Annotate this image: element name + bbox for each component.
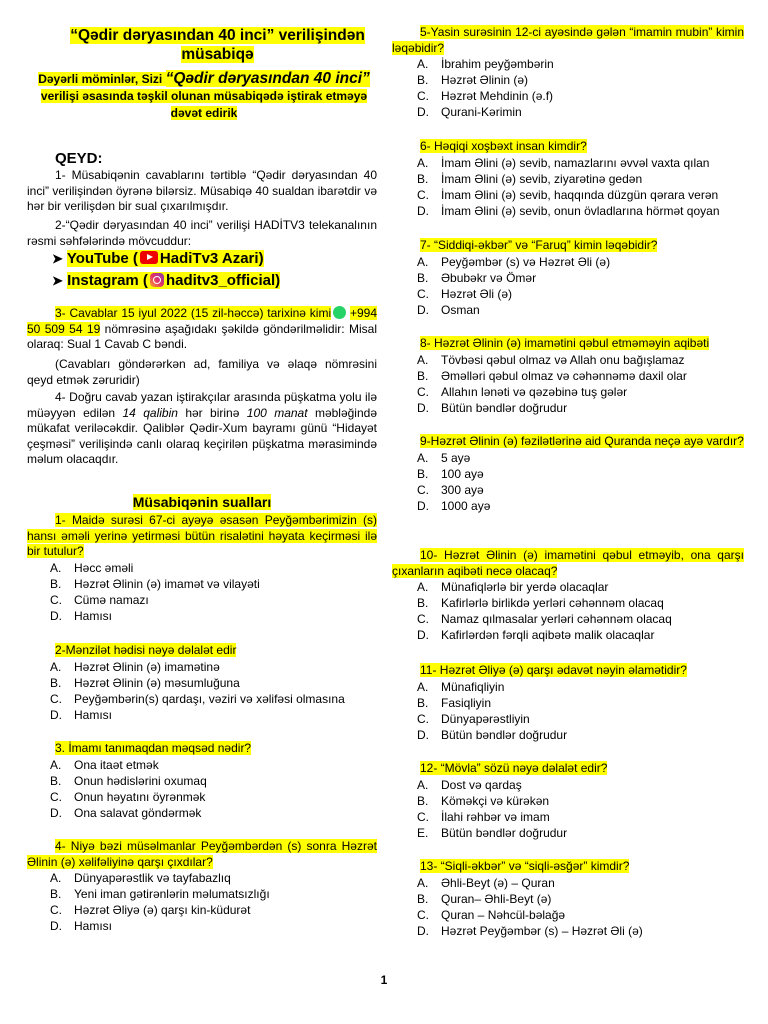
option[interactable]: D. Hamısı (50, 608, 113, 623)
option[interactable]: D. Ona salavat göndərmək (50, 805, 202, 820)
option[interactable]: B. Quran– Əhli-Beyt (ə) (417, 891, 552, 906)
question-2: 2-Mənzilət hədisi nəyə dəlalət edir A. Həzrət Əlinin (ə) imamətinə B. Həzrət Əlinin (ə) məsumluğuna C. Peyğəmbərin(s) qardaşı, vəziri və xəlifəsi olmasına D. Hamısı (27, 643, 377, 723)
option[interactable]: B. Yeni iman gətirənlərin məlumatsızlığı (50, 887, 270, 901)
option[interactable]: A. Münafiqlərlə bir yerdə olacaqlar (417, 580, 609, 594)
option[interactable]: C. Həzrət Əliyə (ə) qarşı kin-küdurət (50, 903, 251, 917)
section-title: Müsabiqənin sualları (132, 494, 272, 510)
page-number: 1 (380, 973, 388, 987)
option[interactable]: E. Bütün bəndlər doğrudur (417, 825, 568, 840)
option[interactable]: D. Həzrət Peyğəmbər (s) – Həzrət Əli (ə) (417, 923, 643, 938)
option[interactable]: B. Əbubəkr və Ömər (417, 270, 537, 285)
option[interactable]: B. Həzrət Əlinin (ə) məsumluğuna (50, 675, 240, 690)
option[interactable]: A. 5 ayə (417, 450, 471, 465)
instagram-link[interactable]: ➤ Instagram ( haditv3_official) (52, 272, 281, 289)
phone-number[interactable]: +994 50 509 54 19 (27, 306, 377, 336)
option[interactable]: C. Namaz qılmasalar yerləri cəhənnəm olacaq (417, 612, 672, 626)
option[interactable]: D. Hamısı (50, 707, 113, 722)
option[interactable]: C. 300 ayə (417, 482, 484, 497)
question-9: 9-Həzrət Əlinin (ə) fəzilətlərinə aid Quranda neçə ayə vardır? A. 5 ayə B. 100 ayə C. 300 ayə D. 1000 ayə (417, 434, 744, 513)
question-1: 1- Maidə surəsi 67-ci ayəyə əsasən Peyğəmbərimizin (s) hansı əməli yerinə yetirməsi bütün risalətini həyata keçirməsi ilə bir tutulur? A. Həcc əməli B. Həzrət Əlinin (ə) imamət və vilayəti C. Cümə namazı D. Hamısı (27, 513, 377, 623)
question-10: 10- Həzrət Əlinin (ə) imamətini qəbul etməyib, ona qarşı çıxanların aqibəti necə olacaq? A. Münafiqlərlə bir yerdə olacaqlar B. Kafirlərlə birlikdə yerləri cəhənnəm olacaq C. Namaz qılmasalar yerləri cəhənnəm olacaq D. Kafirlərdən fərqli aqibətə malik olacaqlar (392, 548, 744, 642)
question-4: 4- Niyə bəzi müsəlmanlar Peyğəmbərdən (s) sonra Həzrət Əlinin (ə) xəlifəliyinə qarşı çıxdılar? A. Dünyapərəstlik və tayfabazlıq B. Yeni iman gətirənlərin məlumatsızlığı C. Həzrət Əliyə (ə) qarşı kin-küdurət D. Hamısı (27, 839, 377, 933)
page-title: “Qədir dəryasından 40 inci” verilişindən müsabiqə (70, 27, 365, 63)
option[interactable]: B. Həzrət Əlinin (ə) (417, 73, 529, 87)
question-12: 12- “Mövla” sözü nəyə dəlalət edir? A. Dost və qardaş B. Köməkçi və kürəkən C. İlahi rəhbər və imam E. Bütün bəndlər doğrudur (392, 761, 744, 841)
option[interactable]: B. Fasiqliyin (417, 695, 492, 710)
option[interactable]: C. İlahi rəhbər və imam (417, 809, 550, 824)
option[interactable]: D. Bütün bəndlər doğrudur (417, 400, 568, 415)
option[interactable]: A. Əhli-Beyt (ə) – Quran (417, 875, 555, 890)
option[interactable]: C. Quran – Nəhcül-bəlağə (417, 907, 566, 922)
instagram-icon (150, 273, 164, 287)
note-2: 2-“Qədir dəryasından 40 inci” verilişi HADİTV3 telekanalının rəsmi səhfələrində mövcuddur: (27, 218, 377, 248)
youtube-icon (140, 251, 158, 264)
option[interactable]: B. Həzrət Əlinin (ə) imamət və vilayəti (50, 576, 260, 591)
option[interactable]: A. Tövbəsi qəbul olmaz və Allah onu bağışlamaz (417, 352, 685, 367)
option[interactable]: D. Hamısı (50, 919, 113, 933)
option[interactable]: C. Allahın lənəti və qəzəbinə tuş gələr (417, 384, 628, 399)
option[interactable]: C. Həzrət Əli (ə) (417, 286, 513, 301)
option[interactable]: C. İmam Əlini (ə) sevib, haqqında düzgün qərara verən (417, 187, 719, 202)
option[interactable]: A. İbrahim peyğəmbərin (417, 57, 554, 71)
note-4: 4- Doğru cavab yazan iştirakçılar arasında püşkatma yolu ilə müəyyən edilən 14 qalibin hər birinə 100 manat məbləğində mükafat veriləcəkdir. Qaliblər Qədir-Xum bayramı günü “Hidayət çeşməsi” verilişində canlı olaraq keçirilən püşkatma mərasimində məlum olacaqdır. (27, 390, 377, 466)
option[interactable]: D. İmam Əlini (ə) sevib, onun övladlarına hörmət qoyan (417, 203, 720, 218)
option[interactable]: B. Onun hədislərini oxumaq (50, 773, 207, 788)
option[interactable]: D. Osman (417, 302, 480, 317)
note-3-remark: (Cavabları göndərərkən ad, familiya və əlaqə nömrəsini qeyd etmək zəruridir) (27, 357, 377, 387)
option[interactable]: D. Kafirlərdən fərqli aqibətə malik olacaqlar (417, 628, 655, 642)
whatsapp-icon (333, 306, 346, 319)
option[interactable]: A. Peyğəmbər (s) və Həzrət Əli (ə) (417, 254, 611, 269)
option[interactable]: B. Köməkçi və kürəkən (417, 793, 550, 808)
question-3: 3. İmamı tanımaqdan məqsəd nədir? A. Ona itaət etmək B. Onun hədislərini oxumaq C. Onun həyatını öyrənmək D. Ona salavat göndərmək (27, 741, 377, 821)
option[interactable]: A. Həcc əməli (50, 560, 134, 575)
option[interactable]: B. Əməlləri qəbul olmaz və cəhənnəmə daxil olar (417, 368, 687, 383)
option[interactable]: D. 1000 ayə (417, 498, 491, 513)
question-8: 8- Həzrət Əlinin (ə) imamətini qəbul etməməyin aqibəti A. Tövbəsi qəbul olmaz və Allah onu bağışlamaz B. Əməlləri qəbul olmaz və cəhənnəmə daxil olar C. Allahın lənəti və qəzəbinə tuş gələr D. Bütün bəndlər doğrudur (392, 336, 744, 416)
note-3: 3- Cavablar 15 iyul 2022 (15 zil-həccə) tarixinə kimi +994 50 509 54 19 nömrəsinə aşağıdakı şəkildə göndərilməlidir: Misal olaraq: Sual 1 Cavab C bəndi. (27, 306, 377, 351)
option[interactable]: C. Həzrət Mehdinin (ə.f) (417, 89, 554, 103)
youtube-link[interactable]: ➤ YouTube ( HadiTv3 Azari) (52, 250, 264, 267)
option[interactable]: A. Həzrət Əlinin (ə) imamətinə (50, 659, 220, 674)
option[interactable]: C. Cümə namazı (50, 592, 149, 607)
option[interactable]: A. İmam Əlini (ə) sevib, namazlarını əvvəl vaxta qılan (417, 155, 710, 170)
invitation-text: Dəyərli möminlər, Sizi “Qədir dəryasından 40 inci” verilişi əsasında təşkil olunan müsabiqədə iştirak etməyə dəvət edirik (38, 70, 370, 120)
question-6: 6- Həqiqi xoşbəxt insan kimdir? A. İmam Əlini (ə) sevib, namazlarını əvvəl vaxta qılan B. İmam Əlini (ə) sevib, ziyarətinə gedən C. İmam Əlini (ə) sevib, haqqında düzgün qərara verən D. İmam Əlini (ə) sevib, onun övladlarına hörmət qoyan (392, 139, 744, 219)
option[interactable]: B. Kafirlərlə birlikdə yerləri cəhənnəm olacaq (417, 596, 664, 610)
question-7: 7- “Siddiqi-əkbər” və “Faruq” kimin ləqəbidir? A. Peyğəmbər (s) və Həzrət Əli (ə) B. Əbubəkr və Ömər C. Həzrət Əli (ə) D. Osman (392, 238, 744, 318)
option[interactable]: A. Dünyapərəstlik və tayfabazlıq (50, 871, 231, 885)
note-1: 1- Müsabiqənin cavablarını tərtiblə “Qədir dəryasından 40 inci” verilişindən öyrənə bilərsiz. Müsabiqə 40 sualdan ibarətdir və hər bir verilişdən bir sual çıxarılmışdır. (27, 168, 377, 213)
question-11: 11- Həzrət Əliyə (ə) qarşı ədavət nəyin əlamətidir? A. Münafiqliyin B. Fasiqliyin C. Dünyapərəstliyin D. Bütün bəndlər doğrudur (392, 663, 744, 743)
option[interactable]: C. Dünyapərəstliyin (417, 711, 530, 726)
option[interactable]: A. Ona itaət etmək (50, 757, 159, 772)
question-5: 5-Yasin surəsinin 12-ci ayəsində gələn “imamin mubin” kimin ləqəbidir? A. İbrahim peyğəmbərin B. Həzrət Əlinin (ə) C. Həzrət Mehdinin (ə.f) D. Qurani-Kərimin (392, 25, 744, 119)
option[interactable]: A. Dost və qardaş (417, 777, 522, 792)
option[interactable]: D. Qurani-Kərimin (417, 105, 522, 119)
option[interactable]: A. Münafiqliyin (417, 679, 505, 694)
option[interactable]: B. İmam Əlini (ə) sevib, ziyarətinə gedən (417, 171, 643, 186)
option[interactable]: C. Onun həyatını öyrənmək (50, 789, 206, 804)
option[interactable]: C. Peyğəmbərin(s) qardaşı, vəziri və xəlifəsi olmasına (50, 691, 345, 706)
option[interactable]: D. Bütün bəndlər doğrudur (417, 727, 568, 742)
option[interactable]: B. 100 ayə (417, 466, 484, 481)
notes-title: QEYD: (55, 150, 103, 167)
question-13: 13- “Siqli-əkbər” və “siqli-əsğər” kimdir? A. Əhli-Beyt (ə) – Quran B. Quran– Əhli-Beyt (ə) C. Quran – Nəhcül-bəlağə D. Həzrət Peyğəmbər (s) – Həzrət Əli (ə) (392, 859, 744, 939)
